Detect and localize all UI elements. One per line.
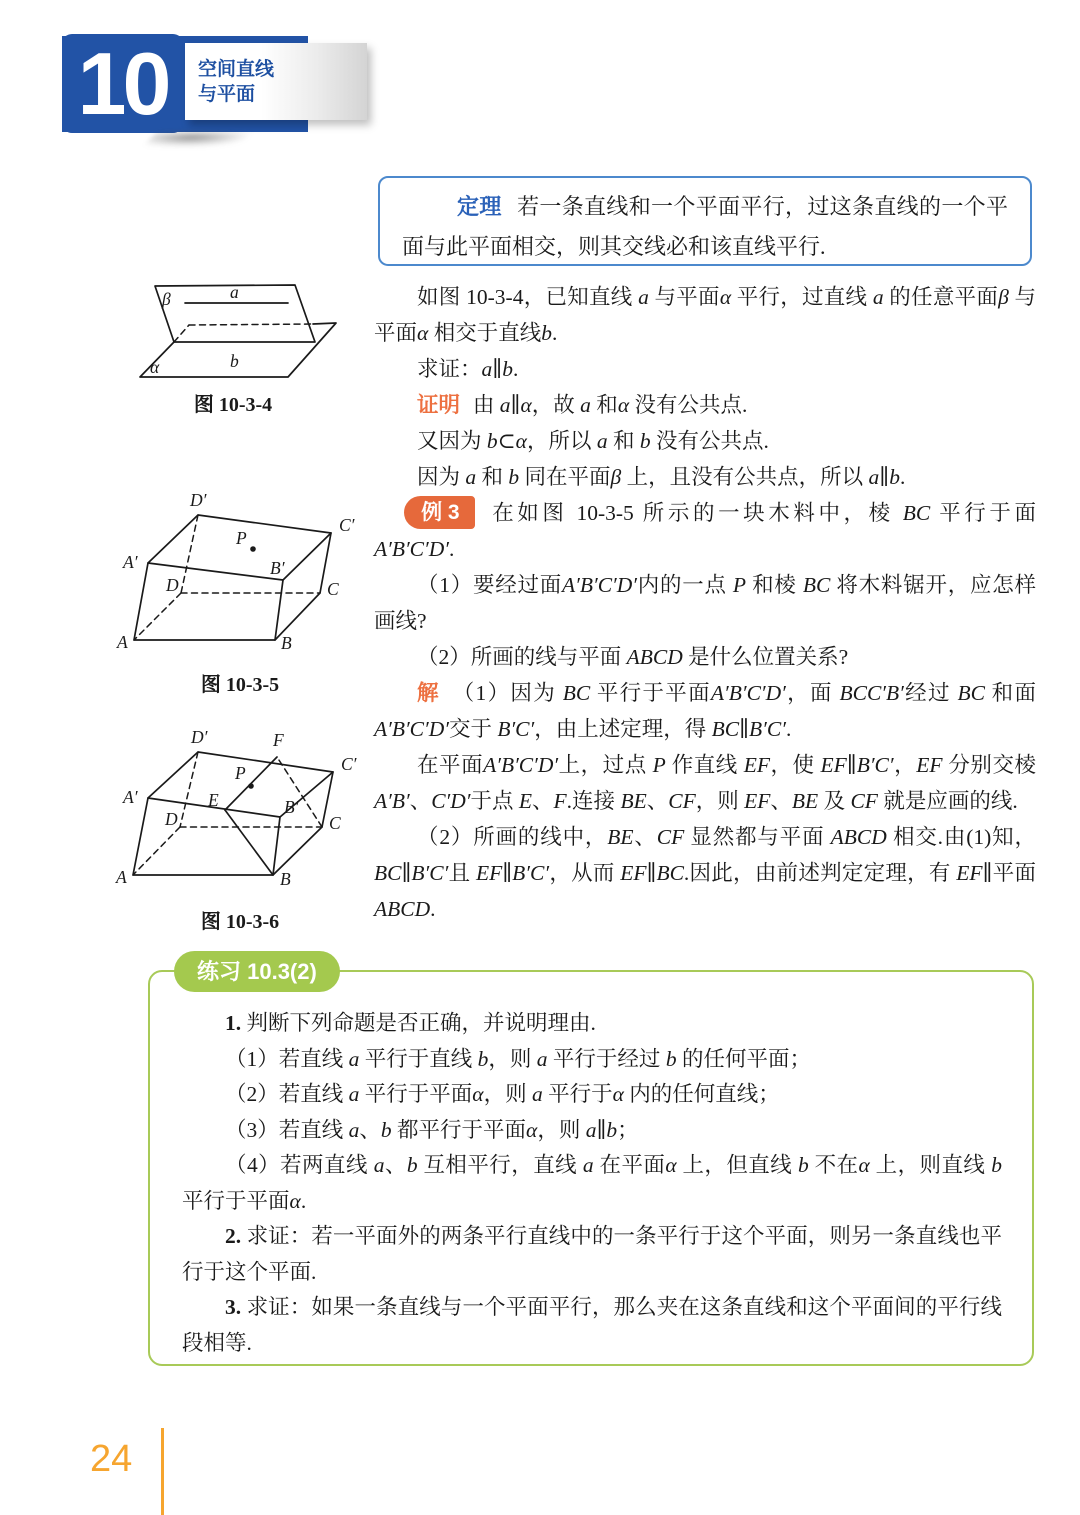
figure-10-3-5 bbox=[95, 485, 385, 663]
chapter-title-line2: 与平面 bbox=[198, 84, 256, 105]
label-Cp: C′ bbox=[339, 515, 355, 535]
label-a: a bbox=[230, 282, 239, 302]
label-Dp: D′ bbox=[190, 490, 207, 510]
figure-10-3-4-drawing bbox=[108, 277, 358, 395]
proof-line-1: 证明 由 a∥α，故 a 和α 没有公共点. bbox=[417, 393, 748, 417]
solution-paragraph-2: 在平面A′B′C′D′上，过点 P 作直线 EF，使 EF∥B′C′，EF 分别交棱 A′B′、C′D′于点 E、F.连接 BE、CF，则 EF、BE 及 CF 就是应画的线. bbox=[374, 753, 1036, 813]
edge-Dp-D-hidden bbox=[180, 752, 198, 827]
label-B: B bbox=[280, 869, 291, 889]
label-A: A bbox=[117, 632, 128, 652]
practice-item: （3）若直线 a、b 都平行于平面α，则 a∥b； bbox=[225, 1117, 639, 1142]
plane-alpha-hidden-left bbox=[174, 325, 189, 342]
edge-Bp-B bbox=[273, 817, 280, 875]
plane-alpha-hidden-back bbox=[189, 324, 313, 325]
edge-Dp-D-hidden bbox=[181, 515, 198, 593]
practice-item: （1）若直线 a 平行于直线 b，则 a 平行于经过 b 的任何平面； bbox=[225, 1046, 811, 1071]
label-alpha: α bbox=[150, 357, 160, 377]
label-D: D bbox=[166, 575, 179, 595]
label-C: C bbox=[329, 813, 341, 833]
label-F: F bbox=[273, 730, 284, 750]
example-badge: 例 3 bbox=[404, 496, 475, 529]
solid-edges bbox=[133, 772, 333, 875]
practice-item: （4）若两直线 a、b 互相平行，直线 a 在平面α 上，但直线 b 不在α 上，则直线 b 平行于平面α. bbox=[182, 1153, 1002, 1213]
label-E: E bbox=[208, 790, 219, 810]
edge-D-A-hidden bbox=[133, 827, 180, 875]
point-P-dot bbox=[248, 783, 254, 789]
label-beta: β bbox=[162, 289, 171, 309]
label-b: b bbox=[230, 351, 239, 371]
solution-paragraph-3: （2）所画的线中，BE、CF 显然都与平面 ABCD 相交.由(1)知，BC∥B′C′且 EF∥B′C′，从而 EF∥BC.因此，由前述判定定理，有 EF∥平面 ABCD. bbox=[374, 825, 1036, 921]
label-P: P bbox=[235, 763, 246, 783]
example-paragraph: 例 3 在如图 10-3-5 所示的一块木料中，棱 BC 平行于面A′B′C′D′. bbox=[374, 495, 1036, 567]
example-question-2: （2）所画的线与平面 ABCD 是什么位置关系? bbox=[417, 645, 849, 669]
theorem-box bbox=[378, 176, 1032, 266]
page-number: 24 bbox=[90, 1438, 133, 1480]
practice-item: 2. 求证：若一平面外的两条平行直线中的一条平行于这个平面，则另一条直线也平行于这个平面. bbox=[182, 1224, 1002, 1284]
theorem-text: 定理 若一条直线和一个平面平行，过这条直线的一个平面与此平面相交，则其交线必和该直线平行. bbox=[402, 194, 1008, 259]
point-P-dot bbox=[250, 546, 256, 552]
label-Dp: D′ bbox=[191, 727, 208, 747]
example-question-1: （1）要经过面A′B′C′D′内的一点 P 和棱 BC 将木料锯开，应怎样画线? bbox=[374, 573, 1036, 633]
solution-paragraph-1: 解 （1）因为 BC 平行于平面A′B′C′D′，面 BCC′B′经过 BC 和面A′B′C′D′交于 B′C′，由上述定理，得 BC∥B′C′. bbox=[374, 681, 1036, 741]
main-text-column bbox=[374, 279, 1036, 927]
header-shadow bbox=[145, 133, 254, 146]
solution-label: 解 bbox=[417, 681, 440, 705]
chapter-title-line1: 空间直线 bbox=[198, 59, 275, 80]
proof-line-2: 又因为 b⊂α，所以 a 和 b 没有公共点. bbox=[417, 429, 769, 453]
practice-badge: 练习 10.3(2) bbox=[174, 951, 340, 992]
label-B: B bbox=[281, 633, 292, 653]
label-D: D bbox=[165, 809, 178, 829]
chapter-title bbox=[185, 43, 367, 107]
figure-10-3-6 bbox=[95, 715, 385, 895]
edge-Bp-B bbox=[275, 580, 283, 640]
chapter-title-tab bbox=[185, 43, 367, 120]
figure-10-3-4 bbox=[108, 277, 358, 395]
segment-BE bbox=[225, 810, 273, 875]
label-Ap: A′ bbox=[123, 787, 138, 807]
label-Ap: A′ bbox=[123, 552, 138, 572]
label-P: P bbox=[236, 528, 247, 548]
chapter-number: 10 bbox=[77, 34, 168, 133]
figure-10-3-5-caption: 图 10-3-5 bbox=[200, 674, 280, 696]
figure-10-3-6-caption: 图 10-3-6 bbox=[200, 911, 280, 933]
intro-paragraph: 如图 10-3-4，已知直线 a 与平面α 平行，过直线 a 的任意平面β 与平面α 相交于直线b. bbox=[374, 285, 1036, 345]
theorem-label: 定理 bbox=[457, 194, 502, 219]
claim-line: 求证：a∥b. bbox=[417, 357, 519, 381]
label-Bp: B′ bbox=[284, 797, 299, 817]
practice-body bbox=[150, 972, 1032, 1361]
practice-item: 1. 判断下列命题是否正确，并说明理由. bbox=[225, 1011, 596, 1035]
label-A: A bbox=[116, 867, 127, 887]
top-face bbox=[148, 752, 333, 817]
figure-10-3-4-caption: 图 10-3-4 bbox=[193, 394, 273, 416]
chapter-number-block bbox=[62, 34, 183, 133]
practice-item: 3. 求证：如果一条直线与一个平面平行，那么夹在这条直线和这个平面间的平行线段相等. bbox=[182, 1295, 1002, 1355]
practice-box bbox=[148, 959, 1034, 1366]
practice-item: （2）若直线 a 平行于平面α，则 a 平行于α 内的任何直线； bbox=[225, 1082, 780, 1106]
proof-label: 证明 bbox=[417, 393, 461, 417]
label-C: C bbox=[327, 579, 339, 599]
label-Bp: B′ bbox=[270, 558, 285, 578]
label-Cp: C′ bbox=[341, 754, 357, 774]
figure-10-3-6-drawing bbox=[95, 715, 385, 895]
footer-rule bbox=[161, 1428, 164, 1515]
proof-line-3: 因为 a 和 b 同在平面β 上，且没有公共点，所以 a∥b. bbox=[417, 465, 906, 489]
figure-10-3-5-drawing bbox=[95, 485, 385, 663]
